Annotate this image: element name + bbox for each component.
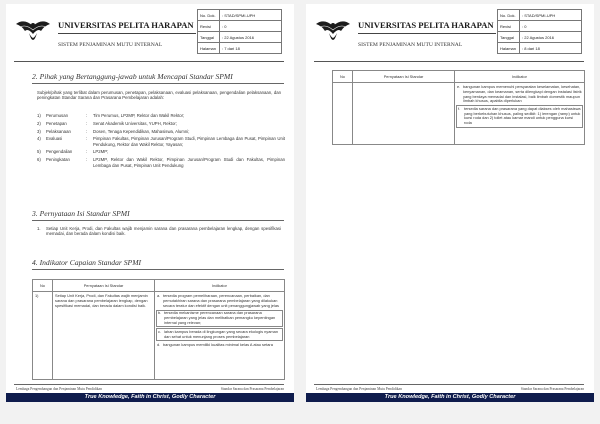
indicator-letter: e. [457,84,461,89]
indicator-text: tersedia mekanisme perencanaan sarana dan prasarana pembelajaran yang jelas dan melibatkan pemangku kepentingan internal yang relevan; [164,310,276,325]
meta-value: : 0 [520,21,582,32]
indicator-item [157,294,282,308]
column-header-indicator: Indikator [155,280,285,292]
system-name: SISTEM PENJAMINAN MUTU INTERNAL [58,42,163,48]
indicator-letter: c. [158,328,162,334]
university-eagle-logo [14,14,52,50]
meta-key: Halaman [498,43,520,54]
meta-key: No. Dok. [498,10,520,21]
page-header [6,4,294,60]
item-desc: Senat Akademik Universitas, YUPH, Rektor; [93,120,177,126]
item-number: 3) [37,128,41,134]
indicator-letter: d. [157,341,161,347]
list-item [37,149,285,154]
item-colon: : [86,136,88,142]
header-divider [14,61,284,62]
list-item [37,121,285,126]
section-3-rule [32,220,284,221]
footer-right-text: Standar Sarana dan Prasarana Pembelajaran [520,387,584,391]
indicator-letter: f. [458,105,461,111]
item-colon: : [86,157,88,163]
list-item [37,136,285,147]
item-number: 1) [37,113,41,118]
footer-left-text: Lembaga Pengembangan dan Penjaminan Mutu Pendidikan [316,387,402,391]
section-2-rule [32,83,284,84]
meta-value: : STAD/SPMI-UPH [520,10,582,21]
column-header-indicator: Indikator [455,71,585,83]
meta-value: : 22 Agustus 2016 [520,32,582,43]
footer-divider [14,384,284,385]
meta-value: : STAD/SPMI-UPH [220,10,282,21]
item-term: Evaluasi [46,136,63,142]
item-number: 2) [37,120,41,126]
list-item [37,113,285,118]
university-name-underline [58,33,196,34]
indicator-table [32,279,285,380]
column-header-no: No [33,280,53,292]
table-row [333,83,585,145]
list-item [37,129,285,134]
responsibility-list [37,113,285,168]
indicator-item [457,85,582,104]
document-meta-table [197,9,282,54]
indicator-text: bangunan kampus memenuhi persyaratan keselamatan, kesehatan, kenyamanan, dan keamanan, serta dilengkapi dengan instalasi listrik yang berdaya memadai dan instalasi, baik limbah domestik maupun limbah khusus, apabila diperlukan [463,84,582,104]
meta-key: No. Dok. [198,10,220,21]
item-desc: Setiap Unit Kerja, Prodi, dan Fakultas wajib menjamin sarana dan prasarana pembelajaran lengkap, dengan spesifikasi memadai, dan berada dalam kondisi baik. [46,226,281,237]
item-number: 4) [37,136,41,142]
meta-value: : 7 dari 18 [220,43,282,54]
item-number: 5) [37,149,41,155]
meta-value: : 22 Agustus 2016 [220,32,282,43]
indicator-text: tersedia program pemeliharaan, perencanaan, perbaikan, dan pemutakhiran sarana dan prasarana pembelajaran yang dilakukan secara teratur dan efektif dengan unit penanggungjawab yang jelas [163,293,279,308]
row-number [333,83,353,145]
indicator-letter: b. [158,310,162,316]
list-item [37,157,285,168]
university-name-underline [358,33,496,34]
item-desc: Pimpinan Fakultas, Pimpinan Jurusan/Program Studi, Pimpinan Lembaga dan Pusat, Pimpinan Unit Pendukung, Rektor dan Wakil Rektor, Yayasan; [93,136,285,147]
university-name: UNIVERSITAS PELITA HARAPAN [58,20,194,30]
page-7 [6,4,294,402]
section-3-title: 3. Pernyataan Isi Standar SPMI [32,209,130,218]
meta-key: Revisi [198,21,220,32]
indicator-item [156,328,283,341]
footer-divider [314,384,584,385]
item-term: Penetapan [46,120,67,126]
indicator-letter: a. [157,293,161,298]
item-number: 1. [37,226,41,231]
indicator-item [156,310,283,327]
meta-key: Tanggal [198,32,220,43]
item-desc: LP2MP, Rektor dan Wakil Rektor, Pimpinan Jurusan/Program Studi dan Fakultas, Pimpinan Lembaga dan Pusat, Pimpinan Unit Pendukung [93,157,285,168]
item-desc: Tim Perumus, LP2MP, Rektor dan Wakil Rektor; [93,113,185,118]
indicator-text: lahan kampus berada di lingkungan yang secara ekologis nyaman dan sehat untuk menunjang proses pembelajaran [164,328,278,339]
indicator-item [157,343,282,348]
page-header [306,4,594,60]
system-name: SISTEM PENJAMINAN MUTU INTERNAL [358,42,463,48]
section-2-intro: Subjek/pihak yang terlibat dalam perumusan, penetapan, pelaksanaan, evaluasi pelaksanaan, pengendalian pelaksanaan, dan peningkatan Standar Sarana dan Prasarana Pembelajaran adalah: [37,90,281,101]
standard-statement-item [37,226,281,237]
meta-value: : 8 dari 18 [520,43,582,54]
item-term: Pelaksanaan [46,128,71,134]
section-4-rule [32,269,284,270]
footer-left-text: Lembaga Pengembangan dan Penjaminan Mutu Pendidikan [16,387,102,391]
item-term: Perumusan [46,113,68,118]
item-term: Peningkatan [46,157,70,163]
meta-key: Halaman [198,43,220,54]
document-meta-table [497,9,582,54]
table-row [33,292,285,380]
item-desc: Dosen, Tenaga Kependidikan, Mahasiswa, Alumni; [93,128,190,134]
indicator-text: tersedia sarana dan prasarana yang dapat diakses oleh mahasiswa yang berkebutuhan khusus, paling sedikit: 1) lerengan (ramp) untuk kursi roda dan 2) toilet atau kamar mandi untuk pengguna kursi roda [464,105,581,126]
indicator-text: bangunan kampus memiliki kualitas minimal kelas A atau setara [163,341,273,347]
meta-key: Tanggal [498,32,520,43]
item-colon: : [86,128,88,134]
column-header-no: No [333,71,353,83]
footer-motto-bar: True Knowledge, Faith in Christ, Godly Character [306,393,594,402]
row-number: 1) [33,292,53,380]
section-2-title: 2. Pihak yang Bertanggung-jawab untuk Mencapai Standar SPMI [32,72,233,81]
university-name: UNIVERSITAS PELITA HARAPAN [358,20,494,30]
indicator-item [456,105,583,127]
item-term: Pengendalian [46,149,73,155]
university-eagle-logo [314,14,352,50]
item-number: 6) [37,157,41,163]
item-desc: LP2MP; [93,149,109,155]
item-colon: : [86,120,88,126]
footer-motto-bar: True Knowledge, Faith in Christ, Godly Character [6,393,294,402]
header-divider [314,61,584,62]
column-header-statement: Pernyataan Isi Standar [53,280,155,292]
row-indicators [155,292,285,380]
page-8 [306,4,594,402]
item-colon: : [86,149,88,155]
meta-key: Revisi [498,21,520,32]
footer-right-text: Standar Sarana dan Prasarana Pembelajaran [220,387,284,391]
column-header-statement: Pernyataan Isi Standar [353,71,455,83]
item-colon: : [86,113,88,118]
row-statement [353,83,455,145]
indicator-table-continued [332,70,585,145]
row-indicators [455,83,585,145]
meta-value: : 0 [220,21,282,32]
section-4-title: 4. Indikator Capaian Standar SPMI [32,258,142,267]
row-statement: Setiap Unit Kerja, Prodi, dan Fakultas wajib menjamin sarana dan prasarana pembelajaran lengkap, dengan spesifikasi memadai, dan berada dalam kondisi baik. [53,292,155,380]
